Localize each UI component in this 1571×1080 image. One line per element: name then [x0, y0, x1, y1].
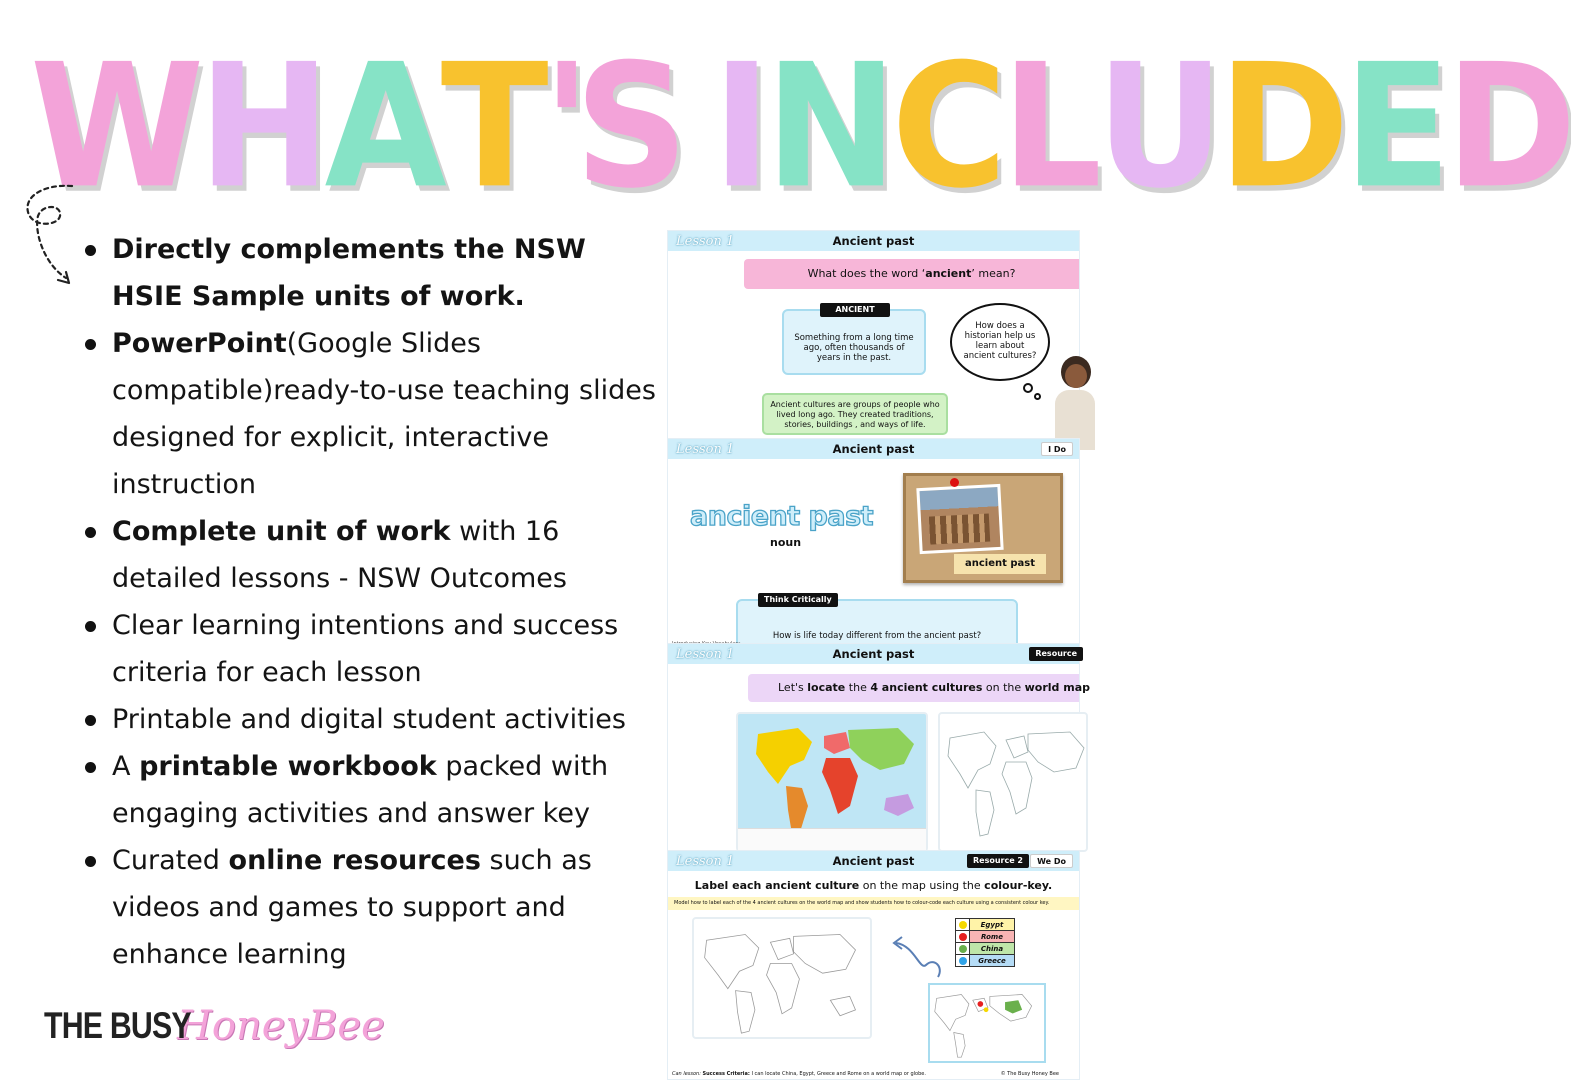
definition-card: ANCIENT Something from a long time ago, often thousands of years in the past.: [782, 309, 926, 375]
logo-text-honeybee: HoneyBee: [177, 1003, 385, 1049]
photo-label: ancient past: [954, 554, 1046, 574]
resource-tag: Resource: [1029, 647, 1083, 661]
title-letter: D: [1218, 27, 1344, 227]
success-criteria-footer: Can lesson: Success Criteria: I can locate China, Egypt, Greece and Rome on a world map or globe. © The Busy Honey Bee: [672, 1071, 1059, 1077]
slide-title: Ancient past: [832, 234, 915, 248]
lesson-label: Lesson 1: [676, 441, 735, 457]
page-title: [30, 27, 1571, 227]
culture-definition-box: Ancient cultures are groups of people who lived long ago. They created traditions, stories, buildings , and ways of life.: [762, 393, 948, 435]
definition-card-label: ANCIENT: [820, 303, 890, 317]
thought-bubble-dot: [1023, 383, 1033, 393]
we-do-tag: We Do: [1030, 854, 1073, 868]
feature-list-item: Printable and digital student activities: [82, 696, 657, 743]
title-letter: U: [1096, 27, 1219, 227]
question-banner: What does the word ‘ancient’ mean?: [744, 259, 1079, 289]
slide-title: Ancient past: [832, 647, 915, 661]
colour-key-row: [955, 954, 1015, 967]
feature-list: [82, 226, 657, 978]
feature-list-item: Curated online resources such as videos and games to support and enhance learning: [82, 837, 657, 978]
feature-list-item: Complete unit of work with 16 detailed lessons - NSW Outcomes: [82, 508, 657, 602]
feature-list-item: Clear learning intentions and success criteria for each lesson: [82, 602, 657, 696]
slide-header: [668, 644, 1079, 664]
label-instruction: Label each ancient culture on the map using the colour-key.: [694, 879, 1053, 892]
blank-world-map: [938, 712, 1088, 852]
title-letter: H: [198, 27, 325, 227]
dashed-arrow-icon: [14, 182, 84, 292]
title-letter: E: [1343, 27, 1446, 227]
slide-preview-definition: [667, 230, 1080, 440]
feature-list-item: PowerPoint(Google Slides compatible)ready-to-use teaching slides designed for explicit, interactive instruction: [82, 320, 657, 508]
colour-swatch: [956, 919, 970, 930]
colour-key-label: Greece: [970, 955, 1014, 966]
slide-preview-vocabulary: [667, 438, 1080, 648]
title-letter: I: [712, 27, 766, 227]
colour-key-row: [955, 930, 1015, 943]
colour-swatch: [956, 955, 970, 966]
colored-world-map: [736, 712, 928, 852]
colour-key-row: [955, 942, 1015, 955]
slide-title: Ancient past: [832, 854, 915, 868]
coloured-example-map: [928, 983, 1046, 1063]
vocab-word: ancient past: [690, 501, 874, 532]
slide-header: [668, 231, 1079, 251]
title-letter: ': [542, 27, 585, 227]
slide-title: Ancient past: [832, 442, 915, 456]
title-letter: A: [324, 27, 441, 227]
vocab-part-of-speech: noun: [770, 536, 802, 549]
lesson-label: Lesson 1: [676, 233, 735, 249]
thought-bubble-dot: [1034, 393, 1041, 400]
title-letter: L: [1001, 27, 1097, 227]
brand-logo: [44, 996, 385, 1056]
title-letter: N: [765, 27, 892, 227]
title-letter: [682, 46, 712, 208]
teacher-figure: [1053, 356, 1093, 446]
think-critically-label: Think Critically: [758, 593, 838, 607]
i-do-tag: I Do: [1041, 442, 1073, 456]
curved-arrow-icon: [890, 933, 950, 983]
colour-swatch: [956, 943, 970, 954]
slide-header: [668, 439, 1079, 459]
feature-list-item: A printable workbook packed with engaging activities and answer key: [82, 743, 657, 837]
lesson-label: Lesson 1: [676, 646, 735, 662]
title-letter: D: [1445, 27, 1571, 227]
colour-key-table: [955, 919, 1015, 967]
corkboard-photo: [903, 473, 1063, 583]
colour-key-label: China: [970, 943, 1014, 954]
blank-world-map: [692, 917, 872, 1039]
slide-preview-colour-key: [667, 850, 1080, 1080]
slide-header: [668, 851, 1079, 871]
title-letter: S: [574, 27, 683, 227]
title-letter: W: [30, 27, 199, 227]
logo-text-busy: THE BUSY: [44, 1005, 191, 1046]
thought-bubble: How does a historian help us learn about ancient cultures?: [950, 303, 1050, 381]
colour-key-label: Rome: [970, 931, 1014, 942]
colour-key-label: Egypt: [970, 919, 1014, 930]
colour-swatch: [956, 931, 970, 942]
feature-list-item: Directly complements the NSW HSIE Sample units of work.: [82, 226, 657, 320]
think-critically-box: Think Critically How is life today different from the ancient past?: [736, 599, 1018, 659]
colour-key-row: [955, 918, 1015, 931]
resource-2-tag: Resource 2: [967, 854, 1029, 868]
teacher-note: Model how to label each of the 4 ancient cultures on the world map and show students how to colour-code each culture using a consistent colour key.: [668, 897, 1079, 910]
lesson-label: Lesson 1: [676, 853, 735, 869]
title-letter: T: [440, 27, 543, 227]
locate-banner: Let's locate the 4 ancient cultures on the world map: [748, 674, 1079, 702]
title-letter: C: [891, 27, 1002, 227]
slide-preview-world-map: [667, 643, 1091, 853]
